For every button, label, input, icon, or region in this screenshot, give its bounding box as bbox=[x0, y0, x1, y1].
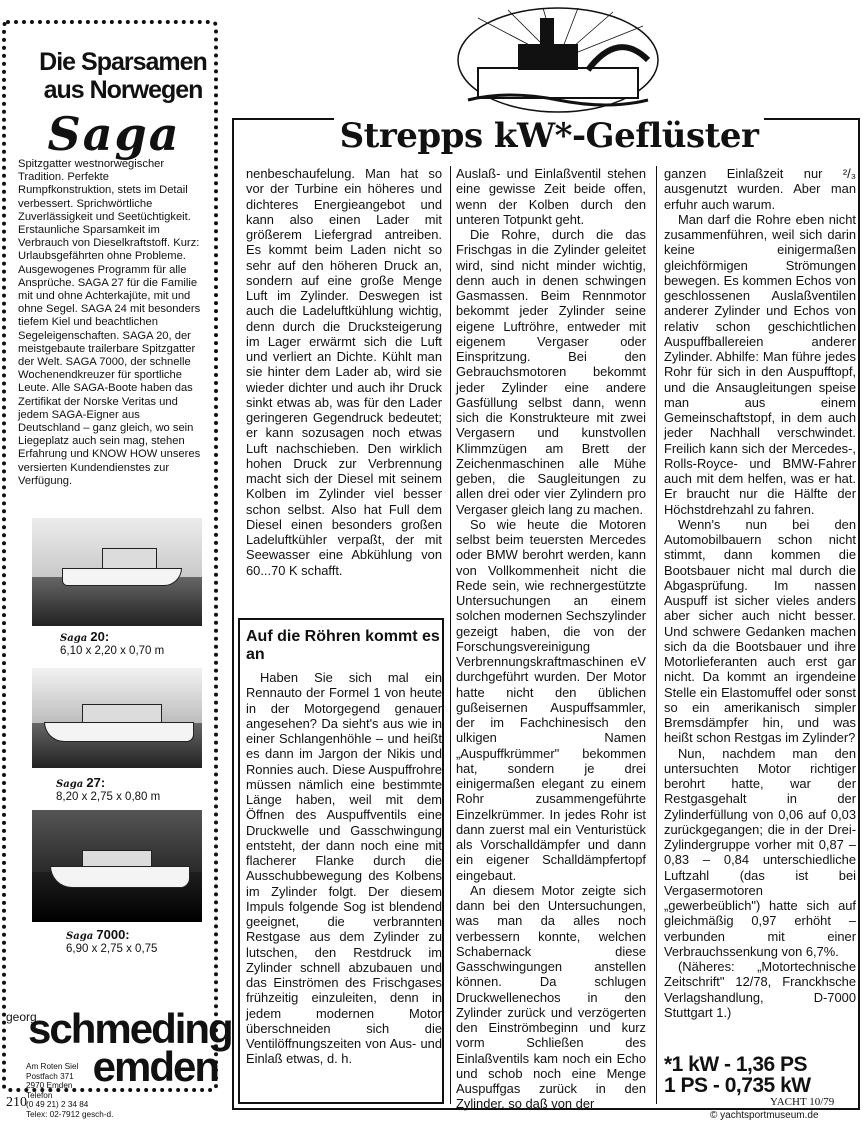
article-paragraph: Auslaß- und Einlaßventil stehen eine gewisse Zeit beide offen, wenn der Kolben durch den unteren Totpunkt geht. bbox=[456, 166, 646, 227]
ad-paragraph: Ausgewogenes Programm für alle Ansprüche. SAGA 27 für die Familie mit und ohne Achterkajüte, mit und ohne Segel. SAGA 24 mit besonders tiefem Kiel und beachtlichen Segeleigenschaften. SAGA 20, der meistgebaute trailerbare Spitzgatter der Welt. SAGA 7000, der schnelle Wochenendkreuzer für sportliche Leute. Alle SAGA-Boote haben das Zertifikat der Norske Veritas und jedem SAGA-Eigner aus Deutschland – ganz gleich, wo sein Liegeplatz auch sein mag, stehen Erfahrung und KNOW HOW unseres versierten Kundendienstes zur Verfügung. bbox=[18, 263, 201, 487]
boat-model: 7000: bbox=[96, 927, 130, 942]
article-paragraph: ganzen Einlaßzeit nur ²/₃ ausgenutzt wurden. Aber man erfuhr auch warum. bbox=[664, 166, 856, 212]
article-title bbox=[240, 114, 858, 158]
article-paragraph: Nun, nachdem man den untersuchten Motor richtiger berohrt hatte, war der Restgasgehalt in der Zylinderfüllung von 0,06 auf 0,03 zurückgegangen; die in der Drei-Zylindergruppe vorher mit 0,87 – 0,83 – 0,84 unterschiedliche Luftzahl (das ist bei Vergasermotoren „gewerbeüblich") hatte sich auf gleichmäßig 0,97 erhöht – verbunden mit einer Verbrauchssenkung von 6,7%. bbox=[664, 745, 856, 959]
boat-model: 27: bbox=[86, 775, 106, 790]
article-paragraph: So wie heute die Motoren selbst beim teuersten Mercedes oder BMW berohrt werden, kann von Vollkommenheit nicht die Rede sein, wie rechnergestützte Untersuchungen an einem solchen modernen Sechszylinder gezeigt haben, die von der Forschungsvereinigung Verbrennungskraftmaschinen eV durchgeführt wurden. Der Motor hatte nicht den üblichen gußeisernen Auspuffsammler, der im Fachchinesisch den ulkigen Namen „Auspuffkrümmer" bekommen hat, sondern je drei einigermaßen elegant zu einem Rohr zusammengeführte Einzelkrümmer. In jedes Rohr ist dann zuerst mal ein Venturistück als Vorschalldämpfer und dann ein eigener Schalldämpfertopf eingebaut. bbox=[456, 516, 646, 883]
article-paragraph: nenbeschaufelung. Man hat so vor der Turbine ein höheres und dichteres Energieangebot und kann also einen Lader mit größerem Liefergrad antreiben. Es kommt beim Laden nicht so sehr auf den höheren Druck an, sondern auf eine große Menge Luft im Zylinder. Deswegen ist auch die Ladeluftkühlung wichtig, denn durch die Drucksteigerung im Lager erwärmt sich die Luft und verliert an Dichte. Kühlt man sie hinter dem Lader ab, wird sie wieder dichter und auch ihr Druck sinkt etwas ab, was für den Lader geringeren Gegendruck bedeutet; er kann sozusagen noch etwas Luft nachschieben. Den wirklich hohen Druck zur Verbrennung macht sich der Diesel mit seinem Kolben im Zylinder viel besser schon selbst. Also hat Full dem Diesel einen besonders großen Ladeluftkühler verpaßt, der mit Seewasser eine Abkühlung von 60...70 K schafft. bbox=[246, 166, 442, 578]
boat-photo-saga-7000 bbox=[32, 810, 202, 922]
article-paragraph: Die Rohre, durch die das Frischgas in die Zylinder geleitet wird, sind nicht minder wichtig, denn auch in denen schwingen Gasmassen. Beim Rennmotor bekommt jeder Zylinder seine eigene Luftröhre, entweder mit eigenem Vergaser oder Einspritzung. Bei den Gebrauchsmotoren bekommt jeder Zylinder eine andere Gasfüllung selbst dann, wenn sich die Konstrukteure mit zwei Vergasern und kunstvollen Klimmzügen am Brett der Zeichenmaschinen alle Mühe geben, die Saugleitungen zu allen drei oder vier Zylindern pro Vergaser gleich lang zu machen. bbox=[456, 227, 646, 517]
article-paragraph: Haben Sie sich mal ein Rennauto der Formel 1 von heute in der Motorgegend genauer angesehen? Da sieht's aus wie in einer Schlangenhöhle – und heißt es dann im Jargon der Nikis und Ronnies auch. Diese Auspuffrohre müssen nämlich eine bestimmte Länge haben, weil mit dem Öffnen des Auspuffventils eine Druckwelle und Gasschwingung entsteht, der dann noch eine mit flacherer Flanke durch die Ausschubbewegung des Kolbens im Zylinder folgt. Der diesem Impuls folgende Sog ist blendend geeignet, die verbrannten Restgase aus dem Zylinder zu lutschen, den Restdruck im Zylinder schnell abzubauen und das Einströmen des Frischgases frühzeitig einzuleiten, denn in jedem modernen Motor überschneiden sich die Ventilöffnungszeiten von Aus- und Einlaß etwas, d. h. bbox=[246, 670, 442, 1067]
page-number: 210 bbox=[6, 1095, 27, 1110]
unit-conversion-box bbox=[664, 1054, 858, 1096]
subsection-heading: Auf die Röhren kommt es an bbox=[246, 628, 440, 663]
boat-dims: 8,20 x 2,75 x 0,80 m bbox=[56, 791, 161, 803]
article-title-text: Strepps kW*-Geflüster bbox=[334, 116, 765, 156]
boat-model: 20: bbox=[90, 629, 110, 644]
ad-body bbox=[18, 158, 204, 488]
dealer-address bbox=[26, 1062, 114, 1120]
saga-mark: Saga bbox=[56, 779, 84, 790]
ad-headline: Die Sparsamen aus Norwegen bbox=[39, 48, 207, 104]
dealer-address-line: Postfach 371 bbox=[26, 1071, 74, 1081]
boat-label-saga-20 bbox=[60, 630, 210, 658]
article-column-1-subsection bbox=[246, 670, 442, 1067]
boat-label-saga-27 bbox=[56, 776, 206, 804]
ad-paragraph: Spitzgatter westnorwegischer Tradition. Perfekte Rumpfkonstruktion, stets im Detail verbessert. Sprichwörtliche Zuverlässigkeit und Seetüchtigkeit. Erstaunliche Sparsamkeit im Verbrauch von Dieselkraftstoff. Kurz: Urlaubsgefährten ohne Probleme. bbox=[18, 158, 200, 263]
issue-label: YACHT 10/79 bbox=[770, 1096, 835, 1108]
article-column-2 bbox=[456, 166, 646, 1112]
boat-photo-saga-27 bbox=[32, 668, 202, 768]
saga-mark: Saga bbox=[60, 633, 88, 644]
dealer-address-line: 2970 Emden bbox=[26, 1081, 73, 1091]
article-paragraph: Man darf die Rohre eben nicht zusammenführen, weil sich darin keine einigermaßen gleichförmigen Strömungen bewegen. Es kommen Echos von geschlossenen Auslaßventilen anderer Zylinder und Echos von relativ schon geschichtlichen Auspuffballereien anderer Zylinder. Abhilfe: Man führe jedes Rohr für sich in den Auspufftopf, und die Ansaugleitungen speise man aus einem Gemeinschaftstopf, in dem auch jeder Nachhall verschwindet. Freilich kann sich der Mercedes-, Rolls-Royce- und BMW-Fahrer auch mit dem helfen, was er hat. Er braucht nur die Hälfte der Höchstdrehzahl zu fahren. bbox=[664, 211, 856, 517]
dealer-address-line: Telex: 02-7912 gesch-d. bbox=[26, 1109, 114, 1119]
saga-logo: Saga bbox=[47, 107, 181, 161]
boat-label-saga-7000 bbox=[66, 928, 216, 956]
saga-mark: Saga bbox=[66, 931, 94, 942]
boat-photo-saga-20 bbox=[32, 518, 202, 626]
article-paragraph: An diesem Motor zeigte sich dann bei den Untersuchungen, was man da alles noch verbessern konnte, welchen Schabernack diese Gasschwingungen anstellen können. Da schlugen Druckwellenechos in den Zylinder zurück und verzögerten den Einströmbeginn und kurz vorm Schließen des Einlaßventils kam noch ein Echo und schob noch eine Menge Auspuffgas zurück in den Zylinder, so daß von der bbox=[456, 882, 646, 1112]
dealer-address-line: (0 49 21) 2 34 84 bbox=[26, 1100, 89, 1110]
dealer-address-line: Am Roten Siel bbox=[26, 1062, 79, 1071]
copyright-notice: © yachtsportmuseum.de bbox=[710, 1110, 819, 1121]
article-paragraph: (Näheres: „Motortechnische Zeitschrift" 12/78, Franckhsche Verlagshandlung, D-7000 Stuttgart 1.) bbox=[664, 959, 856, 1020]
boat-dims: 6,90 x 2,75 x 0,75 bbox=[66, 943, 158, 955]
dealer-line1: schmeding bbox=[28, 1005, 232, 1052]
conversion-ps-to-kw: 1 PS - 0,735 kW bbox=[664, 1074, 811, 1097]
dealer-line2: emden bbox=[92, 1043, 218, 1090]
boat-dims: 6,10 x 2,20 x 0,70 m bbox=[60, 645, 165, 657]
dealer-address-line: Telefon bbox=[26, 1090, 53, 1100]
article-column-3 bbox=[664, 166, 856, 1020]
dealer-first-name: georg bbox=[6, 1010, 37, 1024]
conversion-kw-to-ps: *1 kW - 1,36 PS bbox=[664, 1053, 808, 1076]
column-rule bbox=[450, 166, 451, 1104]
article-column-1 bbox=[246, 166, 442, 578]
column-rule bbox=[656, 166, 657, 1104]
steamship-illustration bbox=[448, 4, 668, 116]
article-paragraph: Wenn's nun bei den Automobilbauern schon nicht stimmt, dann kommen die Bootsbauer nicht mal durch die Abgasprüfung. Im nassen Auspuff ist sicher vieles anders aber sicher auch nicht besser. Und schwere Gedanken machen sich da die Bootsbauer und ihre Motorlieferanten auch erst gar nicht. Da kommt an irgendeine Stelle ein Elastomuffel oder sonst so ein amerikanisch simpler Bremsdämpfer hin, und was heißt schon Restgas im Zylinder? bbox=[664, 516, 856, 746]
